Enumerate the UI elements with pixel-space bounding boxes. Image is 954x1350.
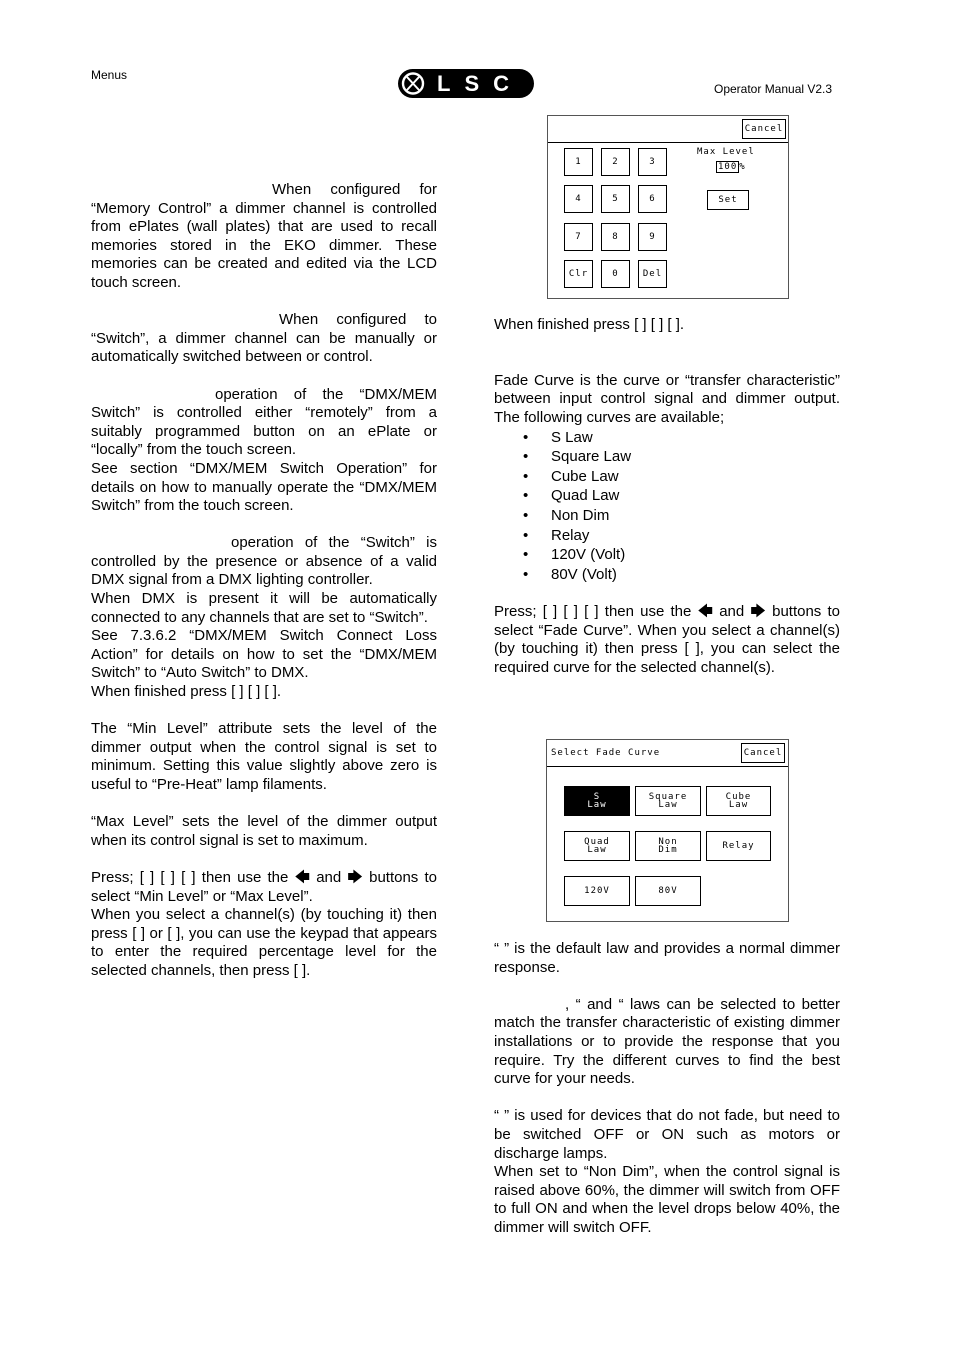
paragraph-relay: “ ” is used for devices that do not fade, but need to be switched OFF or ON such as motors or discharge lamps. [494,1107,840,1162]
list-item: • 80V (Volt) [494,565,840,585]
button-label: Cube Law [725,792,752,810]
key-8[interactable]: 8 [601,223,630,251]
key-5[interactable]: 5 [601,185,630,213]
curve-square-law-button[interactable] [635,786,701,816]
curve-s-law-button[interactable] [564,786,630,816]
paragraph-max-level: “Max Level” sets the level of the dimmer output when its control signal is set to maximum. [91,813,437,849]
key-2[interactable]: 2 [601,148,630,176]
key-4[interactable]: 4 [564,185,593,213]
list-item: • Non Dim [494,506,840,526]
paragraph-s-law-default: “ ” is the default law and provides a normal dimmer response. [494,940,840,976]
paragraph-memory-control: When configured for “Memory Control” a dimmer channel is controlled from ePlates (wall plates) that are used to recall memories stored in the EKO dimmer. These memories can be created and edited via the LCD touch screen. [91,181,437,291]
paragraph-when-finished-left: When finished press [ ] [ ] [ ]. [91,683,282,701]
max-level-value[interactable]: 100 [718,162,738,172]
key-3[interactable]: 3 [638,148,667,176]
button-label: Square Law [648,792,688,810]
fade-curve-screen [546,739,789,922]
list-item: • Quad Law [494,486,840,506]
screen-divider [547,766,788,767]
button-label: Non Dim [658,837,678,855]
max-level-label: Max Level [697,147,755,157]
svg-text:LSC: LSC [437,71,523,96]
button-label: Quad Law [584,837,610,855]
header-section-label: Menus [91,68,128,82]
list-item: • 120V (Volt) [494,545,840,565]
curve-cube-law-button[interactable] [706,786,771,816]
curve-quad-law-button[interactable] [564,831,630,861]
fade-screen-title: Select Fade Curve [551,748,661,758]
key-delete[interactable]: Del [638,260,667,288]
button-label: S Law [587,792,607,810]
max-level-unit: % [739,162,746,172]
paragraph-see-7362: See 7.3.6.2 “DMX/MEM Switch Connect Loss Action” for details on how to set the “DMX/MEM Switch” to “Auto Switch” to DMX. [91,627,437,682]
max-level-readout [716,161,746,173]
list-item: • Cube Law [494,467,840,487]
left-column [91,181,437,981]
paragraph-press-levels: Press; [ ] [ ] [ ] then use the 🡄 and 🡆 buttons to select “Min Level” or “Max Level”. [91,868,437,905]
list-item: • Relay [494,526,840,546]
paragraph-dmx-present: When DMX is present it will be automatically connected to any channels that are set to “Switch”. [91,590,437,626]
list-item: • Square Law [494,447,840,467]
paragraph-fade-curve-press: Press; [ ] [ ] [ ] then use the 🡄 and 🡆 buttons to select “Fade Curve”. When you select a channel(s) (by touching it) then press [ ], you can select the required curve for the selected channel(s). [494,602,840,676]
key-7[interactable]: 7 [564,223,593,251]
set-button[interactable]: Set [707,190,749,210]
paragraph-min-level: The “Min Level” attribute sets the level of the dimmer output when the control signal is set to minimum. Setting this value slightly above zero is useful to “Pre-Heat” lamp filaments. [91,720,437,793]
keypad-screen [547,115,789,299]
paragraph-see-section: See section “DMX/MEM Switch Operation” for details on how to manually operate the “DMX/MEM Switch” from the touch screen. [91,459,437,515]
lsc-logo [397,68,535,99]
header-manual-version: Operator Manual V2.3 [714,82,833,96]
key-clear[interactable]: Clr [564,260,593,288]
key-1[interactable]: 1 [564,148,593,176]
curve-80v-button[interactable]: 80V [635,876,701,906]
paragraph-fade-curve-intro: Fade Curve is the curve or “transfer characteristic” between input control signal and dimmer output. The following curves are available; [494,371,840,426]
key-9[interactable]: 9 [638,223,667,251]
key-0[interactable]: 0 [601,260,630,288]
cancel-button[interactable]: Cancel [742,119,786,139]
curve-relay-button[interactable]: Relay [706,831,771,861]
paragraph-other-laws: , “ and “ laws can be selected to better match the transfer characteristic of existing dimmer installations or to provide the response that you require. Try the different curves to find the best curve for your needs. [494,995,840,1088]
paragraph-switch: When configured to “Switch”, a dimmer channel can be manually or automatically switched between or control. [91,311,437,366]
curve-non-dim-button[interactable] [635,831,701,861]
paragraph-non-dim: When set to “Non Dim”, when the control signal is raised above 60%, the dimmer will switch from OFF to full ON and when the level drops below 40%, the dimmer will switch OFF. [494,1163,840,1236]
curve-120v-button[interactable]: 120V [564,876,630,906]
right-column-bottom [494,940,840,1238]
paragraph-select-channel-keypad: When you select a channel(s) (by touching it) then press [ ] or [ ], you can use the keypad that appears to enter the required percentage level for the selected channels, then press [ ]. [91,906,437,979]
fade-curve-list [494,428,840,585]
right-column-top [494,316,840,677]
paragraph-auto-operation: operation of the “Switch” is controlled by the presence or absence of a valid DMX signal from a DMX lighting controller. [91,534,437,589]
paragraph-manual-operation: operation of the “DMX/MEM Switch” is controlled either “remotely” from a suitably programmed button on an ePlate or “locally” from the touch screen. [91,385,437,459]
screen-divider [548,142,788,143]
key-6[interactable]: 6 [638,185,667,213]
cancel-button[interactable]: Cancel [741,743,785,763]
paragraph-when-finished-right: When finished press [ ] [ ] [ ]. [494,316,685,333]
list-item: • S Law [494,428,840,448]
